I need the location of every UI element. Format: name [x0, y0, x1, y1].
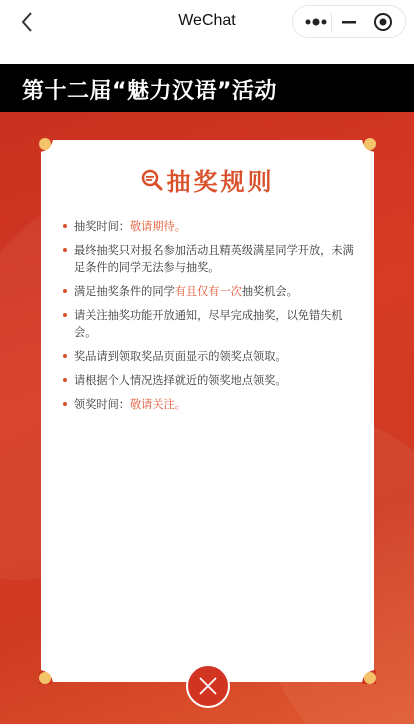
- rule-item: 请根据个人情况选择就近的领奖地点领奖。: [63, 372, 360, 389]
- corner-decoration: [39, 138, 53, 152]
- corner-decoration: [362, 670, 376, 684]
- corner-decoration: [39, 670, 53, 684]
- corner-decoration: [362, 138, 376, 152]
- banner-title: 第十二届“魅力汉语”活动: [22, 79, 277, 104]
- wechat-nav-bar: [0, 0, 414, 64]
- nav-title: WeChat: [178, 12, 236, 29]
- rule-item: 最终抽奖只对报名参加活动且精英级满星同学开放，未满足条件的同学无法参与抽奖。: [63, 242, 360, 276]
- card-heading: [41, 162, 374, 197]
- card-heading-text: 抽奖规则: [166, 168, 275, 196]
- rules-card: [41, 140, 374, 682]
- rule-item: 领奖时间：敬请关注。: [63, 396, 360, 413]
- close-x-icon: [198, 676, 218, 696]
- rules-list: [63, 218, 360, 420]
- rule-item: 满足抽奖条件的同学有且仅有一次抽奖机会。: [63, 283, 360, 300]
- rule-item: 奖品请到领取奖品页面显示的领奖点领取。: [63, 348, 360, 365]
- more-dots-icon[interactable]: [303, 15, 329, 29]
- capsule-menu: [292, 5, 406, 38]
- magnifier-icon: [141, 169, 163, 191]
- page-banner: [0, 64, 414, 112]
- minimize-icon[interactable]: [341, 15, 357, 29]
- rule-item: 请关注抽奖功能开放通知，尽早完成抽奖，以免错失机会。: [63, 307, 360, 341]
- close-target-icon[interactable]: [373, 12, 393, 32]
- capsule-divider: [331, 13, 332, 32]
- rule-item: 抽奖时间：敬请期待。: [63, 218, 360, 235]
- close-button[interactable]: [186, 664, 230, 708]
